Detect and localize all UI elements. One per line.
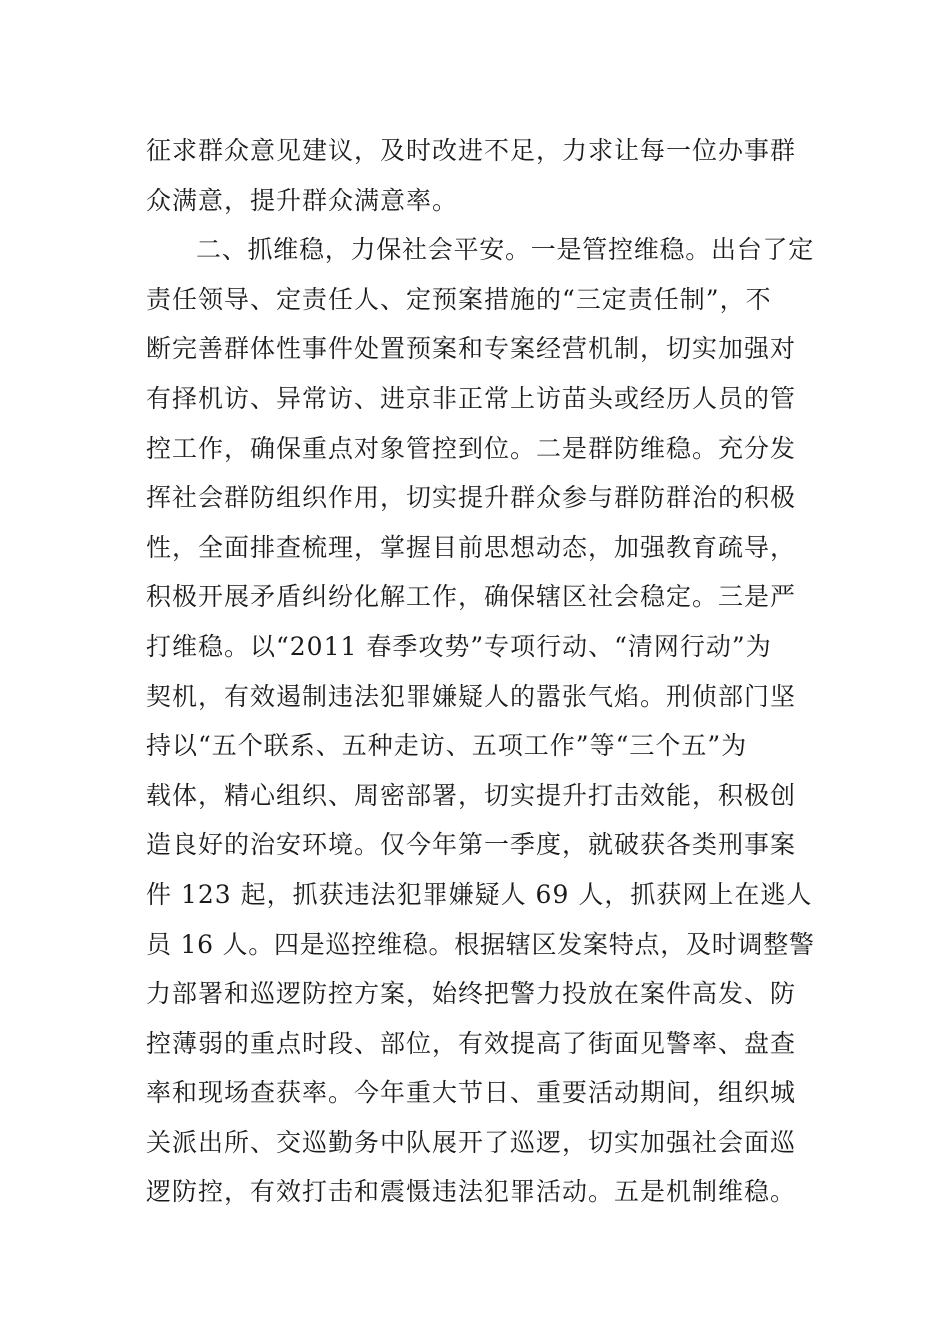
text-line: 挥社会群防组织作用，切实提升群众参与群防群治的积极 [146,483,797,513]
body-text [146,126,816,1217]
text-line: 控薄弱的重点时段、部位，有效提高了街面见警率、盘查 [146,1028,797,1058]
text-line: 打维稳。以“2011 春季攻势”专项行动、“清网行动”为 [146,631,772,661]
text-line: 众满意，提升群众满意率。 [146,185,459,215]
text-line: 件 123 起，抓获违法犯罪嫌疑人 69 人，抓获网上在逃人 [146,879,813,909]
text-line: 逻防控，有效打击和震慑违法犯罪活动。五是机制维稳。 [146,1177,797,1207]
text-line: 断完善群体性事件处置预案和专案经营机制，切实加强对 [146,334,797,364]
text-line: 有择机访、异常访、进京非正常上访苗头或经历人员的管 [146,383,797,413]
paragraph-first-line: 二、抓维稳，力保社会平安。一是管控维稳。出台了定 [196,235,815,265]
text-line: 员 16 人。四是巡控维稳。根据辖区发案特点，及时调整警 [146,929,815,959]
text-line: 持以“五个联系、五种走访、五项工作”等“三个五”为 [146,731,748,761]
text-line: 性，全面排查梳理，掌握目前思想动态，加强教育疏导， [146,532,797,562]
text-line: 关派出所、交巡勤务中队展开了巡逻，切实加强社会面巡 [146,1127,797,1157]
text-line: 积极开展矛盾纠纷化解工作，确保辖区社会稳定。三是严 [146,582,797,612]
text-line: 契机，有效遏制违法犯罪嫌疑人的嚣张气焰。刑侦部门坚 [146,681,797,711]
text-line: 率和现场查获率。今年重大节日、重要活动期间，组织城 [146,1078,797,1108]
text-line: 造良好的治安环境。仅今年第一季度，就破获各类刑事案 [146,830,797,860]
text-line: 控工作，确保重点对象管控到位。二是群防维稳。充分发 [146,433,797,463]
text-line: 载体，精心组织、周密部署，切实提升打击效能，积极创 [146,780,797,810]
text-line: 征求群众意见建议，及时改进不足，力求让每一位办事群 [146,136,797,165]
text-line: 力部署和巡逻防控方案，始终把警力投放在案件高发、防 [146,979,797,1009]
text-line: 责任领导、定责任人、定预案措施的“三定责任制”，不 [146,284,772,314]
